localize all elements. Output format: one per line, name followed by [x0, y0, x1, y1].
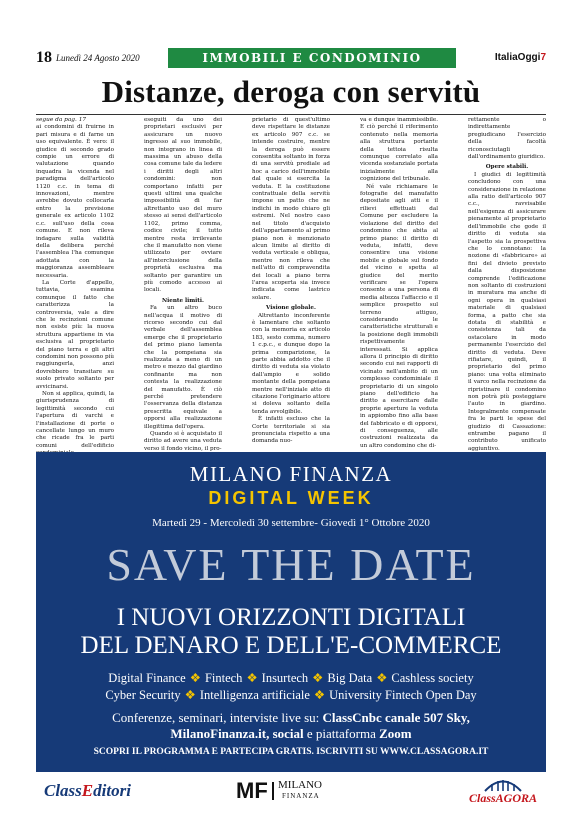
advertisement[interactable]	[36, 452, 546, 772]
ad-topics-row-2	[36, 687, 546, 703]
paragraph: La Corte d'appello, tuttavia, esamina comunque il fatto che caratterizza la controversia, vale a dire che le recinzioni comune non esiste più: la nuova struttura appartiene in via esclusiva al proprietario del piano terra e gli altri condomini non possono più raggiungerla, anzi dovrebbero transitare su suolo privato soltanto per avvicinarsi.	[36, 279, 114, 390]
paragraph: Quando si è acquistato il diritto ad avere una veduta verso il fondo vicino, il pro-	[144, 431, 222, 452]
topic-tag: Fintech	[204, 671, 243, 685]
paragraph: È infatti escluso che la Corte territoriale si sia pronunciata rispetto a una domanda nuo-	[252, 416, 330, 445]
page-number: 18	[36, 49, 52, 66]
logo-divider	[272, 782, 274, 800]
class-agora-logo	[468, 776, 538, 806]
section-banner: IMMOBILI E CONDOMINIO	[168, 48, 456, 68]
ad-conference-line-1	[36, 710, 546, 726]
conf-platform: Zoom	[379, 726, 412, 741]
subheading: Visione globale.	[266, 305, 316, 312]
topic-tag: Cashless society	[391, 671, 474, 685]
topic-tag: Big Data	[327, 671, 373, 685]
class-editori-logo	[44, 780, 131, 802]
topic-tag: University Fintech Open Day	[329, 688, 477, 702]
diamond-icon: ❖	[189, 671, 201, 685]
article-column-4	[360, 117, 438, 449]
issue-date: Lunedì 24 Agosto 2020	[56, 53, 140, 63]
subheading: Opere stabili.	[485, 164, 529, 171]
diamond-icon: ❖	[246, 671, 258, 685]
conf-site: MilanoFinanza.it, social	[170, 726, 304, 741]
diamond-icon: ❖	[184, 688, 196, 702]
article-body	[36, 117, 546, 452]
continued-note: segue da pag. 17	[36, 117, 87, 123]
conf-text: Conferenze, seminari, interviste live su:	[112, 710, 323, 725]
topic-tag: Digital Finance	[108, 671, 186, 685]
diamond-icon: ❖	[313, 688, 326, 702]
conf-channel: ClassCnbc canale 507 Sky,	[322, 710, 470, 725]
article-column-1	[36, 117, 114, 449]
article-column-2	[144, 117, 222, 452]
paragraph: ai condomini di fruirne in pari misura e di farne un uso equivalente. È vero: il giudice di secondo grado compie un errore di valutazione quando inquadra la vicenda nel paradigma dell'articolo 1120 c.c. in tema di innovazioni, mentre avrebbe dovuto collocarla entro la previsione generale ex articolo 1102 c.c. sull'uso della cosa comune. E non rileva indagare sulla validità della delibera perché l'assemblea l'ha comunque adottata con la maggioranza assembleare necessaria.	[36, 124, 114, 279]
subheading: Niente limiti.	[162, 297, 204, 304]
ad-title-line-1: I NUOVI ORIZZONTI DIGITALI	[116, 604, 466, 631]
logo-part: E	[81, 781, 94, 800]
logo-text: ClassAGORA	[468, 791, 538, 805]
conf-text: e piattaforma	[303, 726, 380, 741]
paragraph: Fa un altro buco nell'acqua il motivo di ricorso secondo cui dal verbale dell'assemblea emerge che il proprietario del primo piano lamenta che la pompeiana sia realizzata a meno di un metro e mezzo dal giardino confinante ma non contesta la realizzazione del manufatto. È ciò perché pretendere l'osservanza della distanza prescritta equivale a opporsi alla realizzazione illegittima dell'opera.	[144, 305, 222, 430]
paragraph: Né vale richiamare le fotografie del manufatto depositate agli atti e il rilievi effettuati dal Comune per escludere la violazione del diritto del condomino che abita al primo piano: il diritto di veduta, infatti, deve consentire una visione mobile e globale sul fondo del vicino e spetta al giudice del merito verificare se l'opera consente a una persona di media altezza l'affaccio e il semplice prospetto sul terreno attiguo, considerando le caratteristiche strutturali e la posizione degli immobili rispettivamente interessati. Si applica allora il principio di diritto secondo cui nei rapporti di vicinato nell'ambito di un complesso condominiale il proprietario di un singolo piano dell'edificio ha diritto a esercitare dalle proprie aperture la veduta in appiombo fino alla base del fabbricato e di opporsi, di conseguenza, alle costruzioni realizzata da un altro condomino che di-	[360, 183, 438, 449]
save-the-date: SAVE THE DATE	[106, 539, 476, 590]
logo-part: Class	[44, 781, 82, 800]
logo-part: FINANZA	[282, 792, 320, 800]
article-headline: Distanze, deroga con servitù	[101, 74, 481, 109]
topic-tag: Insurtech	[261, 671, 309, 685]
topic-tag: Intelligenza artificiale	[199, 688, 310, 702]
divider	[36, 114, 546, 115]
logo-number: 7	[540, 52, 546, 63]
ad-dates: Martedì 29 - Mercoledì 30 settembre- Giovedì 1° Ottobre 2020	[152, 517, 430, 529]
ad-footer-logos	[36, 776, 546, 806]
ad-title-line-2: DEL DENARO E DELL'E-COMMERCE	[80, 632, 502, 659]
ad-conference-line-2	[36, 726, 546, 742]
logo-part: MF	[236, 778, 268, 803]
logo-part: ditori	[93, 781, 131, 800]
logo-name: ItaliaOggi	[494, 52, 541, 63]
paragraph: rettamente o indirettamente pregiudicano l'esercizio della facoltà riconosciutagli dall'ordinamento giuridico.	[468, 117, 546, 161]
paragraph: prietario di quest'ultimo deve rispettare le distanze ex articolo 907 c.c. se intende costruire, mentre la deroga può essere consentita soltanto in forza di una servitù prediale ad hoc a carico dell'immobile dal quale si esercita la veduta. E la costituzione contrattuale della servitù impone un patto che ne indichi in modo chiaro gli estremi. Nel nostro caso nel titolo d'acquisto dell'appartamento al primo piano non è menzionato alcun limite al diritto di veduta verticale e obliqua, mentre non rileva che nell'atto di compravendita dei locali a piano terra l'area scoperta sia invece indicata come lastrico solare.	[252, 117, 330, 301]
page-header	[36, 48, 546, 68]
agora-arch-icon	[482, 776, 524, 792]
article-column-5	[468, 117, 546, 452]
ad-call-to-action[interactable]: SCOPRI IL PROGRAMMA E PARTECIPA GRATIS. ISCRIVITI SU WWW.CLASSAGORA.IT	[93, 747, 489, 757]
paragraph: va e dunque inammissibile. E ciò perché il riferimento contenuto nella memoria alla struttura portante della tettoia risulta comunque correlato alla vicenda sostanziale portata inizialmente alla cognizione del tribunale.	[360, 117, 438, 183]
topic-tag: Cyber Security	[105, 688, 181, 702]
article-column-3	[252, 117, 330, 445]
diamond-icon: ❖	[376, 671, 388, 685]
ad-topics-row-1	[36, 670, 546, 686]
logo-part: MILANO	[278, 779, 322, 791]
newspaper-logo	[495, 49, 546, 67]
mf-milano-finanza-logo	[236, 778, 346, 804]
paragraph: Altrettanto inconferente è lamentare che soltanto con la memoria ex articolo 183, sesto comma, numero 1 c.p.c., e dunque dopo la prima comparizione, la parte abbia addotto che il diritto di veduta sia violato dall'ampio e solido montante della pompeiana mentre nell'iniziale atto di citazione l'originario attore si doleva soltanto della tenda avvolgibile.	[252, 312, 330, 415]
ad-event-name: DIGITAL WEEK	[208, 488, 374, 508]
paragraph: eseguiti da uno dei proprietari esclusivi per assicurare un nuovo ingresso al suo immobile, non integrano in linea di massima un abuso della cosa comune tale da ledere i diritti degli altri condomini: non comportano infatti per questi ultimi una qualche impossibilità di far altrettanto uso del muro stesso ai sensi dell'articolo 1102, primo comma, codice civile; il tutto mentre resta irrilevante che il manufatto non viene utilizzato per ovviare all'interclusione della proprietà esclusiva ma soltanto per garantire un più comodo accesso ai locali.	[144, 117, 222, 294]
paragraph: I giudici di legittimità concludono con una considerazione in relazione alla ratio dell'articolo 907 c.c., ravvisabile nell'esigenza di assicurare pienamente al proprietario dell'immobile che gode il diritto di veduta sia l'aspetto sia la prospettiva che lo connotano: la nozione di «fabbricare» ai fini del divieto previsto dalla disposizione comprende l'edificazione non soltanto di costruzioni in muratura ma anche di ogni opera in qualsiasi materiale di qualsiasi forma, a patto che sia dotata di stabilità e consistenza tali da ostacolare in modo permanente l'esercizio del diritto di veduta. Deve rifiatare, quindi, il proprietario del primo piano: una volta eliminato il varco nella recinzione da ripristinare il condomino non potrà più posteggiare l'auto in giardino. Integralmente compensate fra le parti le spese del giudizio di Cassazione: entrambe pagano il contributo unificato aggiuntivo.	[468, 171, 546, 452]
ad-brand: MILANO FINANZA	[189, 462, 393, 486]
diamond-icon: ❖	[312, 671, 324, 685]
paragraph: Non si applica, quindi, la giurisprudenza di legittimità secondo cui l'apertura di varchi e l'installazione di porte o cancellate lungo un muro che ricade fra le parti comuni dell'edificio	[36, 391, 114, 449]
